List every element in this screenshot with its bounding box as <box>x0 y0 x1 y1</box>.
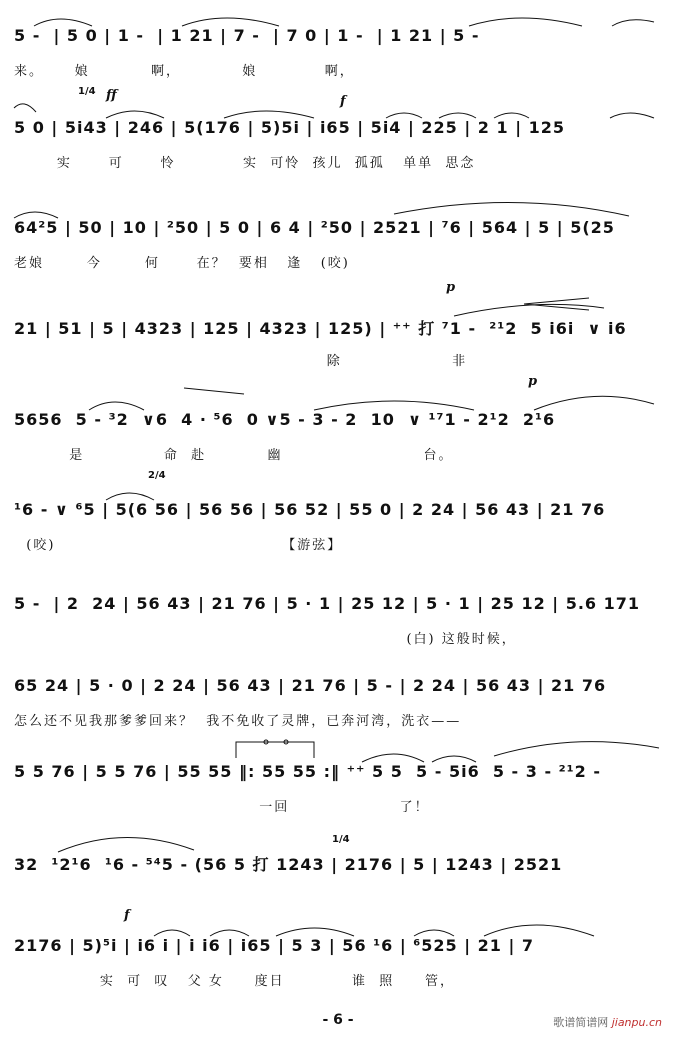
watermark-site-name: 歌谱简谱网 <box>553 1016 609 1029</box>
dynamic-mark: p <box>446 280 456 295</box>
notes-row: 5 0 | 5i43 | 246 | 5(176 | 5)5i | i65 | 5i4 | 225 | 2 1 | 125 <box>14 118 566 137</box>
notes-row: 21 | 51 | 5 | 4323 | 125 | 4323 | 125) | ⁺⁺ 打 ⁷1 - ²¹2 5 i6i ∨ i6 <box>14 319 627 338</box>
notes-row: 32 ¹2¹6 ¹6 - ⁵⁴5 - (56 5 打 1243 | 2176 | 5 | 1243 | 2521 <box>14 855 563 874</box>
lyrics-row: 实 可 怜 实 可怜 孩儿 孤孤 单单 思念 <box>14 156 476 171</box>
lyrics-row: 是 命 赴 幽 台。 <box>14 448 454 463</box>
dynamic-mark: ff <box>106 88 117 103</box>
notes-row: 5 - | 5 0 | 1 - | 1 21 | 7 - | 7 0 | 1 - | 1 21 | 5 - <box>14 26 480 45</box>
notes-row: 5 - | 2 24 | 56 43 | 21 76 | 5 · 1 | 25 12 | 5 · 1 | 25 12 | 5.6 171 <box>14 594 641 613</box>
dynamic-mark: f <box>340 94 346 109</box>
notes-row: 5656 5 - ³2 ∨6 4 · ⁵6 0 ∨5 - 3 - 2 10 ∨ ¹⁷1 - 2¹2 2¹6 <box>14 410 556 429</box>
lyrics-row: 实 可 叹 父 女 度日 谁 照 管， <box>14 974 455 989</box>
lyrics-row: (白) 这般时候， <box>14 632 517 647</box>
meter-mark: 1/4 <box>78 86 96 97</box>
lyrics-row <box>14 886 660 908</box>
page-number: - 6 - <box>322 1012 354 1028</box>
lyrics-row: (咬) 【游弦】 <box>14 538 343 553</box>
notes-row: 64²5 | 50 | 10 | ²50 | 5 0 | 6 4 | ²50 | 2521 | ⁷6 | 564 | 5 | 5(25 <box>14 218 615 237</box>
notes-row: 65 24 | 5 · 0 | 2 24 | 56 43 | 21 76 | 5 - | 2 24 | 56 43 | 21 76 <box>14 676 607 695</box>
meter-mark: 2/4 <box>148 470 166 481</box>
notes-row: 2176 | 5)⁵i | i6 i | i i6 | i65 | 5 3 | 56 ¹6 | ⁶525 | 21 | 7 <box>14 936 535 955</box>
dynamic-mark: p <box>528 374 538 389</box>
meter-mark: 1/4 <box>332 834 350 845</box>
lyrics-row: 一回 了！ <box>14 800 430 815</box>
lyrics-row: 怎么还不见我那爹爹回来？ 我不免收了灵牌，已奔河湾，洗衣—— <box>14 714 462 729</box>
lyrics-row: 来。 娘 啊， 娘 啊， <box>14 64 355 79</box>
watermark-url: jianpu.cn <box>611 1016 662 1029</box>
lyrics-row: 除 非 <box>14 354 468 369</box>
watermark <box>553 1014 662 1030</box>
dynamic-mark: f <box>124 908 130 923</box>
notes-row: 5 5 76 | 5 5 76 | 55 55 ‖: 55 55 :‖ ⁺⁺ 5 5 5 - 5i6 5 - 3 - ²¹2 - <box>14 762 602 781</box>
lyrics-row: 老娘 今 何 在？ 要相 逢 (咬) <box>14 256 350 271</box>
notes-row: ¹6 - ∨ ⁶5 | 5(6 56 | 56 56 | 56 52 | 55 0 | 2 24 | 56 43 | 21 76 <box>14 500 606 519</box>
